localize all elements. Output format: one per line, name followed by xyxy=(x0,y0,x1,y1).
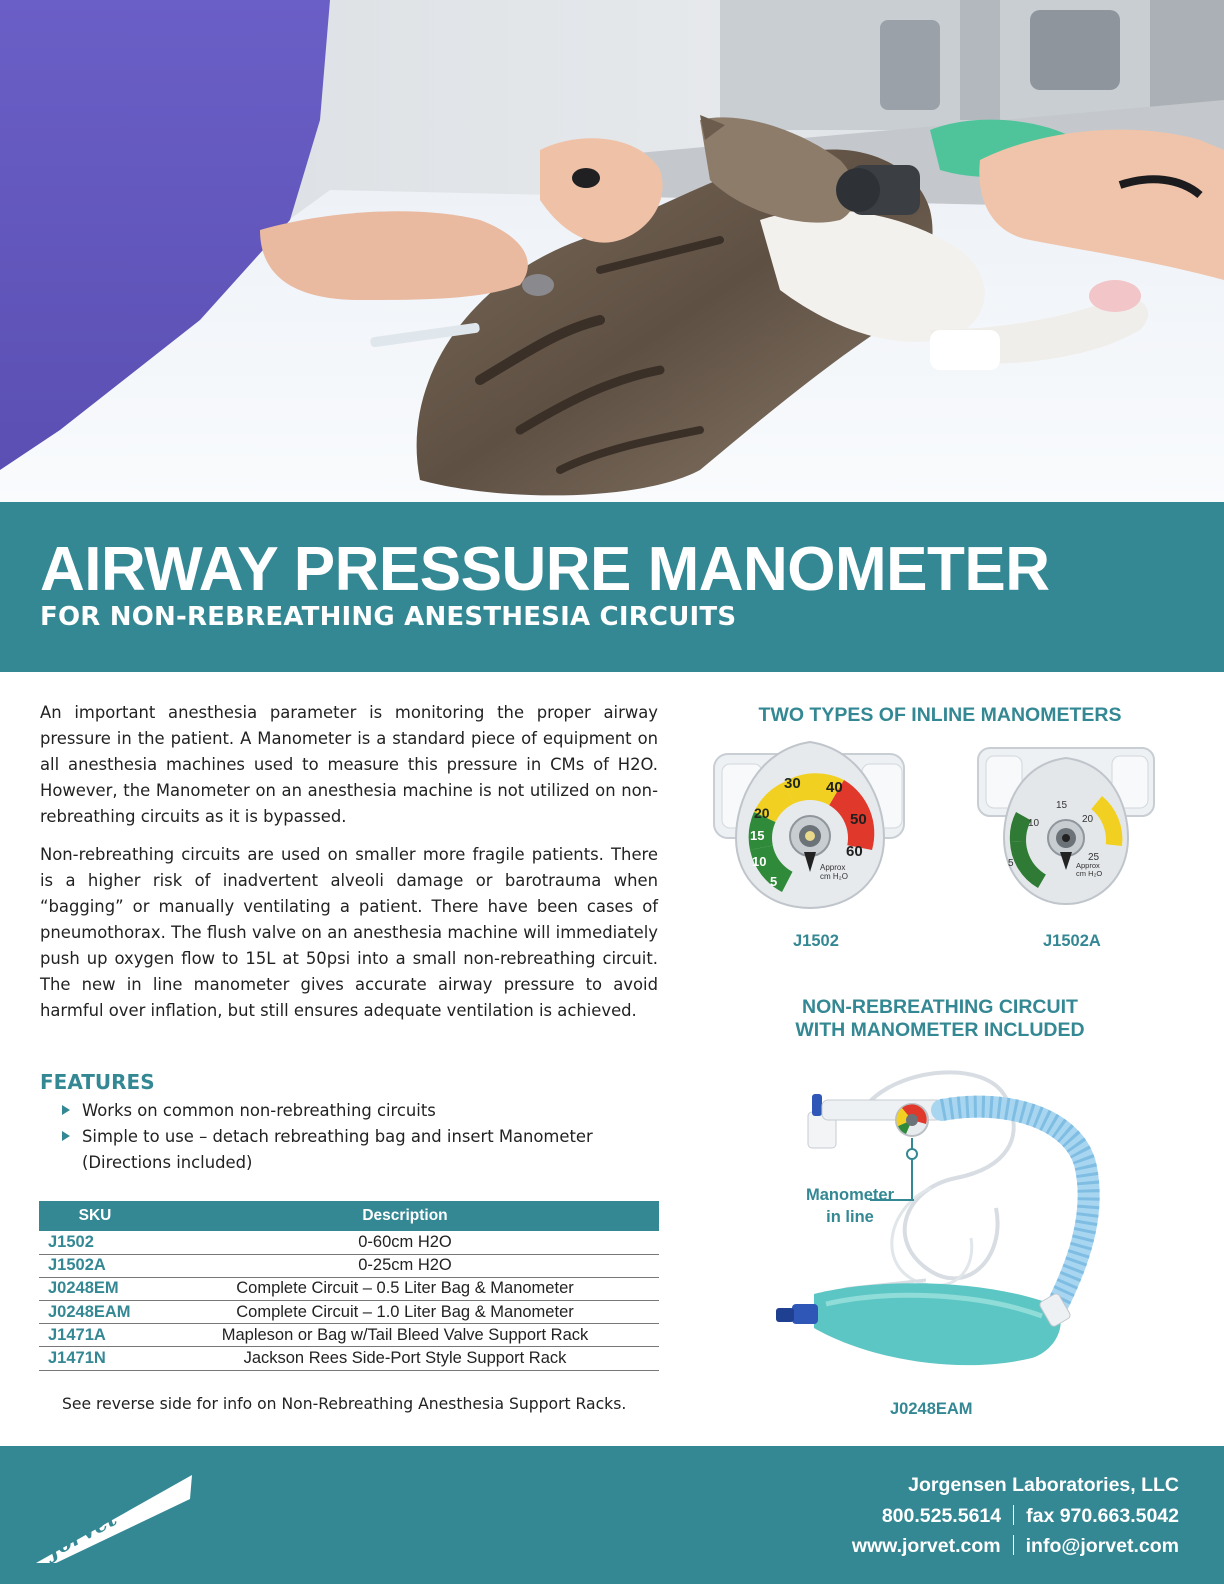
triangle-bullet-icon xyxy=(62,1131,70,1141)
inline-manometers-heading: TWO TYPES OF INLINE MANOMETERS xyxy=(758,704,1122,726)
description-cell: Complete Circuit – 0.5 Liter Bag & Manometer xyxy=(151,1277,659,1300)
dial-text: cm H₂O xyxy=(820,872,848,881)
dial-label: 40 xyxy=(826,779,843,796)
dial-label: 10 xyxy=(1028,818,1040,829)
manometer-label-line-1: Manometer xyxy=(805,1186,895,1204)
table-header-row xyxy=(39,1201,659,1231)
feature-item-text: Simple to use – detach rebreathing bag and insert Manometer (Directions included) xyxy=(82,1127,593,1172)
sku-cell: J1502A xyxy=(39,1254,151,1277)
email-link[interactable]: info@jorvet.com xyxy=(1025,1535,1179,1557)
circuit-heading xyxy=(700,996,1180,1042)
logo-text: JorVet xyxy=(42,1505,122,1564)
sku-cell: J0248EM xyxy=(39,1277,151,1300)
sku-cell: J1471N xyxy=(39,1347,151,1370)
dial-label: 20 xyxy=(1082,814,1094,825)
table-row xyxy=(39,1254,659,1277)
sku-table xyxy=(39,1201,659,1371)
hero-cat-anesthesia-illustration xyxy=(0,0,1224,502)
features-heading: FEATURES xyxy=(40,1070,155,1094)
description-cell: 0-25cm H2O xyxy=(151,1254,659,1277)
table-row xyxy=(39,1347,659,1370)
dial-text: Approx xyxy=(1076,861,1100,870)
fax-number: fax 970.663.5042 xyxy=(1026,1505,1179,1527)
sku-cell: J1471A xyxy=(39,1324,151,1347)
hero-photo xyxy=(0,0,1224,502)
reverse-side-note: See reverse side for info on Non-Rebreathing Anesthesia Support Racks. xyxy=(62,1395,627,1413)
page-subtitle: FOR NON-REBREATHING ANESTHESIA CIRCUITS xyxy=(40,602,737,632)
dial-label: 15 xyxy=(750,828,765,843)
description-cell: 0-60cm H2O xyxy=(151,1231,659,1254)
table-row xyxy=(39,1324,659,1347)
description-cell: Jackson Rees Side-Port Style Support Rack xyxy=(151,1347,659,1370)
dial-label: 30 xyxy=(784,775,801,792)
description-cell: Mapleson or Bag w/Tail Bleed Valve Support Rack xyxy=(151,1324,659,1347)
feature-item-text: Works on common non-rebreathing circuits xyxy=(82,1101,436,1120)
description-cell: Complete Circuit – 1.0 Liter Bag & Manometer xyxy=(151,1301,659,1324)
manometer-j1502a-image xyxy=(976,742,1156,912)
dial-label: 15 xyxy=(1056,800,1068,811)
triangle-bullet-icon xyxy=(62,1105,70,1115)
website-link[interactable]: www.jorvet.com xyxy=(851,1535,1001,1557)
dial-label: 5 xyxy=(770,874,778,889)
intro-paragraph-1: An important anesthesia parameter is monitoring the proper airway pressure in the patient. A Manometer is a standard piece of equipment on all anesthesia machines used to measure this pressure in CMs of H2O. However, the Manometer on an anesthesia machine is not utilized on non-rebreathing circuits as it is bypassed. xyxy=(40,703,658,826)
feature-item xyxy=(62,1098,662,1124)
divider xyxy=(1013,1535,1014,1555)
sku-cell: J0248EAM xyxy=(39,1301,151,1324)
circuit-heading-line-1: NON-REBREATHING CIRCUIT xyxy=(802,996,1078,1018)
dial-text: Approx xyxy=(820,863,846,872)
product-caption-j1502a: J1502A xyxy=(1043,932,1101,950)
column-header-description: Description xyxy=(151,1201,659,1231)
dial-label: 20 xyxy=(754,805,770,821)
features-list xyxy=(62,1098,662,1176)
circuit-heading-line-2: WITH MANOMETER INCLUDED xyxy=(795,1019,1085,1041)
dial-label: 60 xyxy=(846,843,863,860)
product-caption-j0248eam: J0248EAM xyxy=(890,1400,973,1418)
dial-label: 25 xyxy=(1088,852,1100,863)
dial-label: 10 xyxy=(752,854,767,869)
product-caption-j1502: J1502 xyxy=(793,932,839,950)
sku-cell: J1502 xyxy=(39,1231,151,1254)
dial-text: cm H₂O xyxy=(1076,869,1103,878)
jorvet-logo xyxy=(36,1475,196,1565)
table-row xyxy=(39,1231,659,1254)
contact-web-email xyxy=(852,1535,1179,1558)
table-row xyxy=(39,1301,659,1324)
contact-phone-fax xyxy=(882,1505,1179,1528)
dial-label: 5 xyxy=(1008,858,1014,869)
divider xyxy=(1013,1505,1014,1525)
dial-label: 50 xyxy=(850,811,867,828)
page-title: AIRWAY PRESSURE MANOMETER xyxy=(40,535,1050,604)
company-name: Jorgensen Laboratories, LLC xyxy=(908,1474,1179,1496)
manometer-j1502-image xyxy=(712,740,908,912)
manometer-inline-label xyxy=(790,1184,910,1228)
intro-paragraph-2: Non-rebreathing circuits are used on smaller more fragile patients. There is a higher risk of inadvertent alveoli damage or barotrauma when “bagging” or manually ventilating a patient. There have been cases of pneumothorax. The flush valve on an anesthesia machine will immediately push up oxygen flow to 15L at 50psi into a small non-rebreathing circuit. The new in line manometer gives accurate airway pressure to avoid harmful over inflation, but still ensures adequate ventilation is achieved. xyxy=(40,845,658,1020)
feature-item xyxy=(62,1124,662,1176)
column-header-sku: SKU xyxy=(39,1201,151,1231)
manometer-label-line-2: in line xyxy=(826,1208,874,1226)
phone-number: 800.525.5614 xyxy=(881,1505,1002,1527)
table-row xyxy=(39,1277,659,1300)
